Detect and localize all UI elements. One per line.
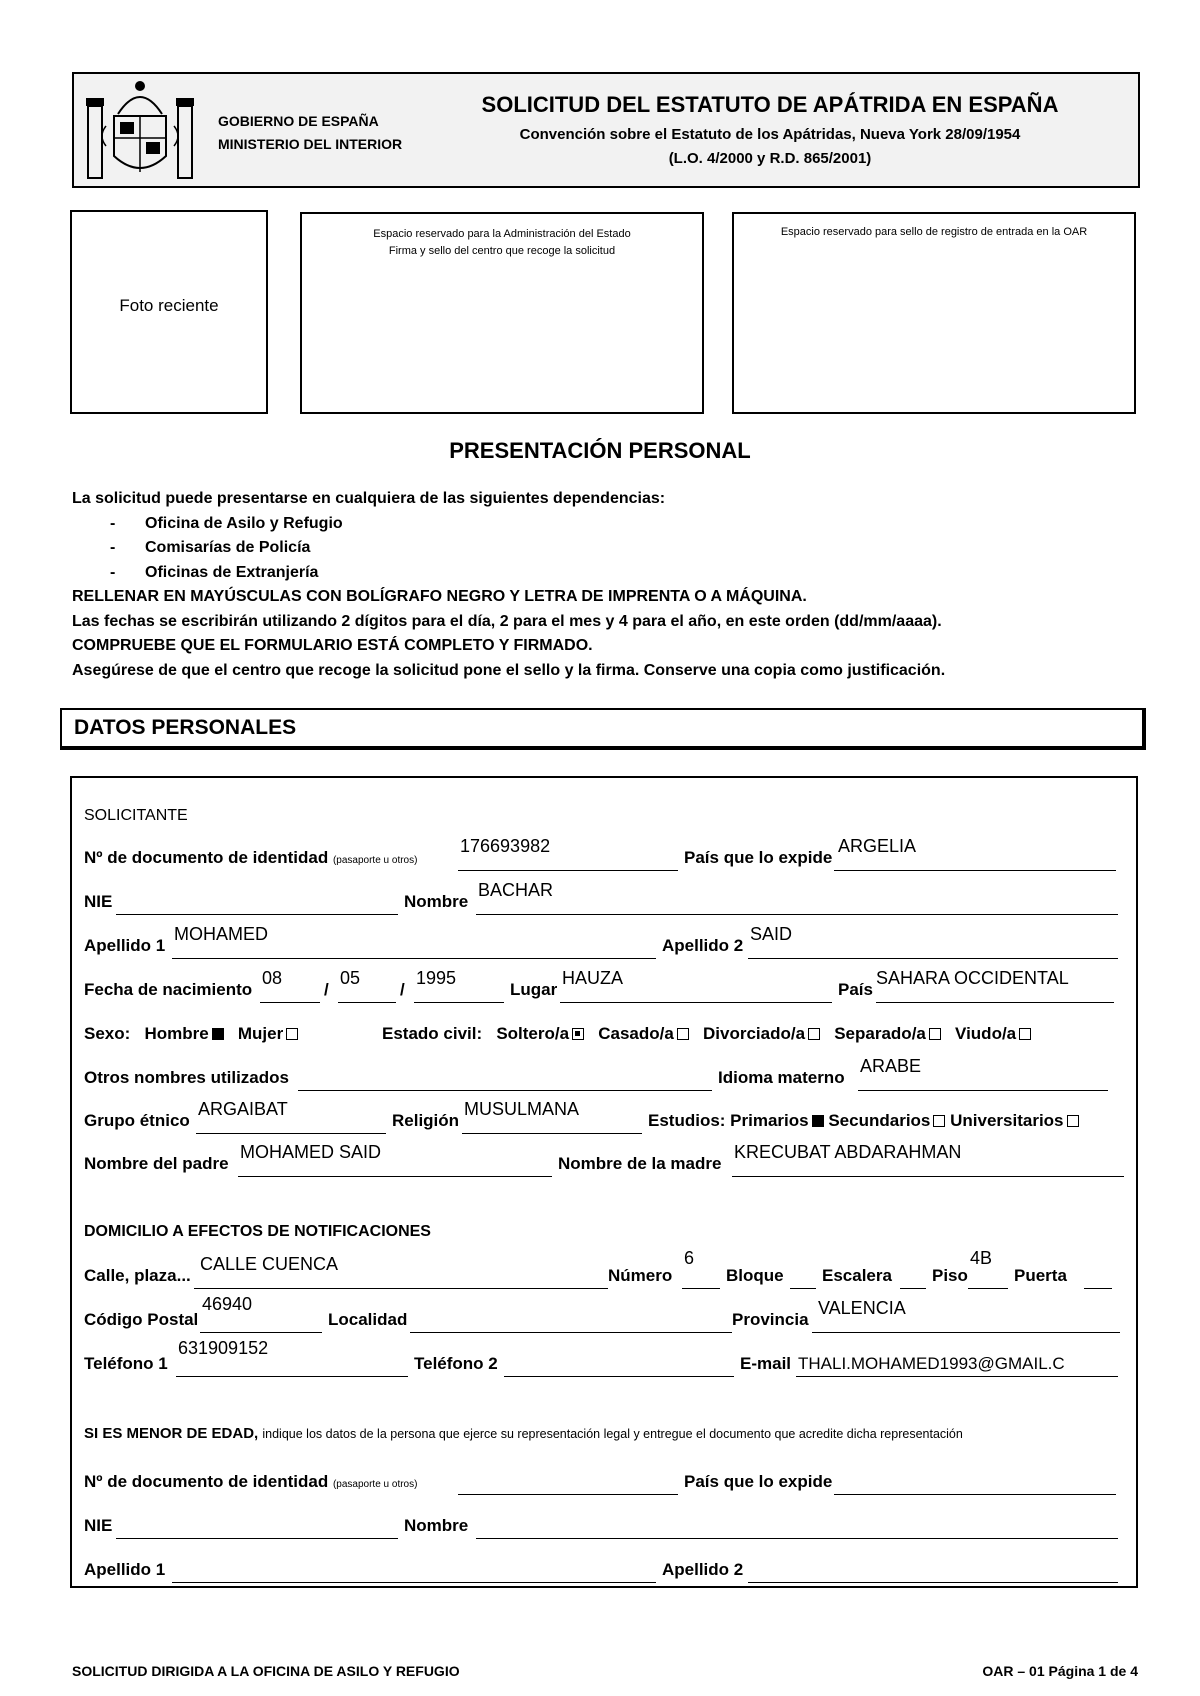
province-field[interactable]: VALENCIA <box>812 1306 1120 1333</box>
footer-page-number: OAR – 01 Página 1 de 4 <box>982 1663 1138 1679</box>
mother-tongue-label: Idioma materno <box>718 1068 845 1087</box>
phone1-field[interactable]: 631909152 <box>176 1350 408 1377</box>
list-item: - Oficina de Asilo y Refugio <box>110 514 343 532</box>
mother-name-field[interactable]: KRECUBAT ABDARAHMAN <box>732 1150 1124 1177</box>
form-subtitle: Convención sobre el Estatuto de los Apátridas, Nueva York 28/09/1954 <box>519 126 1021 143</box>
nie-label: NIE <box>84 892 113 911</box>
doc-id-label: Nº de documento de identidad (pasaporte u otros) <box>84 848 418 867</box>
civil-status-row: Estado civil: Soltero/a Casado/a Divorciado/a Separado/a Viudo/a <box>382 1024 1031 1044</box>
staircase-field[interactable] <box>900 1262 926 1289</box>
birth-month-field[interactable]: 05 <box>338 976 396 1003</box>
minor-doc-id-label: Nº de documento de identidad (pasaporte u otros) <box>84 1472 418 1491</box>
minor-first-name-label: Nombre <box>404 1516 469 1535</box>
street-field[interactable]: CALLE CUENCA <box>194 1262 608 1289</box>
phone2-field[interactable] <box>504 1350 734 1377</box>
issuing-country-field[interactable]: ARGELIA <box>834 844 1116 871</box>
surname2-field[interactable]: SAID <box>748 932 1118 959</box>
date-separator: / <box>400 980 405 999</box>
number-field[interactable]: 6 <box>682 1262 720 1289</box>
doc-id-field[interactable]: 176693982 <box>458 844 678 871</box>
presentation-title: PRESENTACIÓN PERSONAL <box>449 438 751 463</box>
minor-surname1-label: Apellido 1 <box>84 1560 166 1579</box>
mother-tongue-field[interactable]: ARABE <box>858 1064 1108 1091</box>
footer-left: SOLICITUD DIRIGIDA A LA OFICINA DE ASILO Y REFUGIO <box>72 1663 460 1679</box>
other-names-label: Otros nombres utilizados <box>84 1068 289 1087</box>
mother-name-label: Nombre de la madre <box>558 1154 722 1173</box>
block-label: Bloque <box>726 1266 784 1285</box>
birth-day-field[interactable]: 08 <box>260 976 320 1003</box>
form-law-reference: (L.O. 4/2000 y R.D. 865/2001) <box>668 150 872 167</box>
birth-place-field[interactable]: HAUZA <box>560 976 832 1003</box>
minor-doc-id-field[interactable] <box>458 1468 678 1495</box>
list-item: - Comisarías de Policía <box>110 539 311 556</box>
phone2-label: Teléfono 2 <box>414 1354 498 1373</box>
locality-field[interactable] <box>410 1306 732 1333</box>
surname1-field[interactable]: MOHAMED <box>172 932 656 959</box>
minor-heading: SI ES MENOR DE EDAD, indique los datos de la persona que ejerce su representación legal y entregue el documento que acredite dicha representación <box>84 1425 963 1442</box>
photo-box <box>70 210 268 414</box>
email-field[interactable]: THALI.MOHAMED1993@GMAIL.C <box>796 1350 1118 1377</box>
applicant-heading: SOLICITANTE <box>84 807 188 824</box>
first-name-label: Nombre <box>404 892 469 911</box>
coat-of-arms-icon <box>84 76 196 184</box>
email-label: E-mail <box>740 1354 792 1373</box>
religion-field[interactable]: MUSULMANA <box>462 1107 642 1134</box>
birth-year-field[interactable]: 1995 <box>414 976 504 1003</box>
birth-country-label: País <box>838 980 873 999</box>
primary-studies-checkbox[interactable] <box>812 1115 824 1127</box>
birth-place-label: Lugar <box>510 980 558 999</box>
street-label: Calle, plaza... <box>84 1266 191 1285</box>
nie-field[interactable] <box>116 888 398 915</box>
married-checkbox[interactable] <box>677 1028 689 1040</box>
admin-stamp-label: Espacio reservado para la Administración del Estado Firma y sello del centro que recoge la solicitud <box>373 228 631 257</box>
address-heading: DOMICILIO A EFECTOS DE NOTIFICACIONES <box>84 1223 431 1240</box>
number-label: Número <box>608 1266 673 1285</box>
oar-stamp-box <box>732 212 1136 414</box>
birth-country-field[interactable]: SAHARA OCCIDENTAL <box>876 976 1114 1003</box>
father-name-field[interactable]: MOHAMED SAID <box>238 1150 552 1177</box>
sex-row: Sexo: Hombre Mujer <box>84 1024 298 1044</box>
form-title: SOLICITUD DEL ESTATUTO DE APÁTRIDA EN ESPAÑA <box>481 92 1059 117</box>
floor-label: Piso <box>932 1266 968 1285</box>
oar-stamp-label: Espacio reservado para sello de registro de entrada en la OAR <box>780 226 1088 238</box>
section-header <box>60 708 1146 750</box>
separated-checkbox[interactable] <box>929 1028 941 1040</box>
studies-row: Estudios: Primarios Secundarios Universitarios <box>648 1111 1079 1131</box>
block-field[interactable] <box>790 1262 816 1289</box>
locality-label: Localidad <box>328 1310 408 1329</box>
section-title: DATOS PERSONALES <box>74 716 297 739</box>
minor-surname2-field[interactable] <box>748 1556 1118 1583</box>
minor-issuing-country-label: País que lo expide <box>684 1472 833 1491</box>
first-name-field[interactable]: BACHAR <box>476 888 1118 915</box>
single-checkbox[interactable] <box>572 1028 584 1040</box>
male-checkbox[interactable] <box>212 1028 224 1040</box>
door-field[interactable] <box>1084 1262 1112 1289</box>
minor-issuing-country-field[interactable] <box>834 1468 1116 1495</box>
minor-surname1-field[interactable] <box>172 1556 656 1583</box>
floor-field[interactable]: 4B <box>968 1262 1008 1289</box>
minor-surname2-label: Apellido 2 <box>662 1560 744 1579</box>
photo-label: Foto reciente <box>119 296 219 315</box>
ethnic-group-label: Grupo étnico <box>84 1111 190 1130</box>
phone1-label: Teléfono 1 <box>84 1354 168 1373</box>
surname1-label: Apellido 1 <box>84 936 166 955</box>
religion-label: Religión <box>392 1111 460 1130</box>
list-item: - Oficinas de Extranjería <box>110 563 319 581</box>
other-names-field[interactable] <box>298 1064 712 1091</box>
postal-code-field[interactable]: 46940 <box>200 1306 322 1333</box>
staircase-label: Escalera <box>822 1266 892 1285</box>
province-label: Provincia <box>732 1310 809 1329</box>
ethnic-group-field[interactable]: ARGAIBAT <box>196 1107 386 1134</box>
minor-nie-field[interactable] <box>116 1512 398 1539</box>
issuing-country-label: País que lo expide <box>684 848 833 867</box>
date-separator: / <box>324 980 329 999</box>
minor-nie-label: NIE <box>84 1516 113 1535</box>
father-name-label: Nombre del padre <box>84 1154 229 1173</box>
surname2-label: Apellido 2 <box>662 936 744 955</box>
university-studies-checkbox[interactable] <box>1067 1115 1079 1127</box>
admin-stamp-box <box>300 212 704 414</box>
female-checkbox[interactable] <box>286 1028 298 1040</box>
postal-code-label: Código Postal <box>84 1310 199 1329</box>
door-label: Puerta <box>1014 1266 1067 1285</box>
minor-first-name-field[interactable] <box>476 1512 1118 1539</box>
presentation-text: La solicitud puede presentarse en cualquiera de las siguientes dependencias: - Oficina de Asilo y Refugio - Comisarías de Policía - Oficinas de Extranjería RELLENAR EN MAYÚSCULAS CON BOLÍGRAFO NEGRO Y LETRA DE IMPRENTA O A MÁQUINA. Las fechas se escribirán utilizando 2 dígitos para el día, 2 para el mes y 4 para el año, en este orden (dd/mm/aaaa). COMPRUEBE QUE EL FORMULARIO ESTÁ COMPLETO Y FIRMADO. Asegúrese de que el centro que recoge la solicitud pone el sello y la firma. Conserve una copia como justificación. <box>72 490 946 679</box>
widowed-checkbox[interactable] <box>1019 1028 1031 1040</box>
birth-date-label: Fecha de nacimiento <box>84 980 253 999</box>
government-label: GOBIERNO DE ESPAÑA MINISTERIO DEL INTERIOR <box>218 113 403 152</box>
divorced-checkbox[interactable] <box>808 1028 820 1040</box>
secondary-studies-checkbox[interactable] <box>933 1115 945 1127</box>
